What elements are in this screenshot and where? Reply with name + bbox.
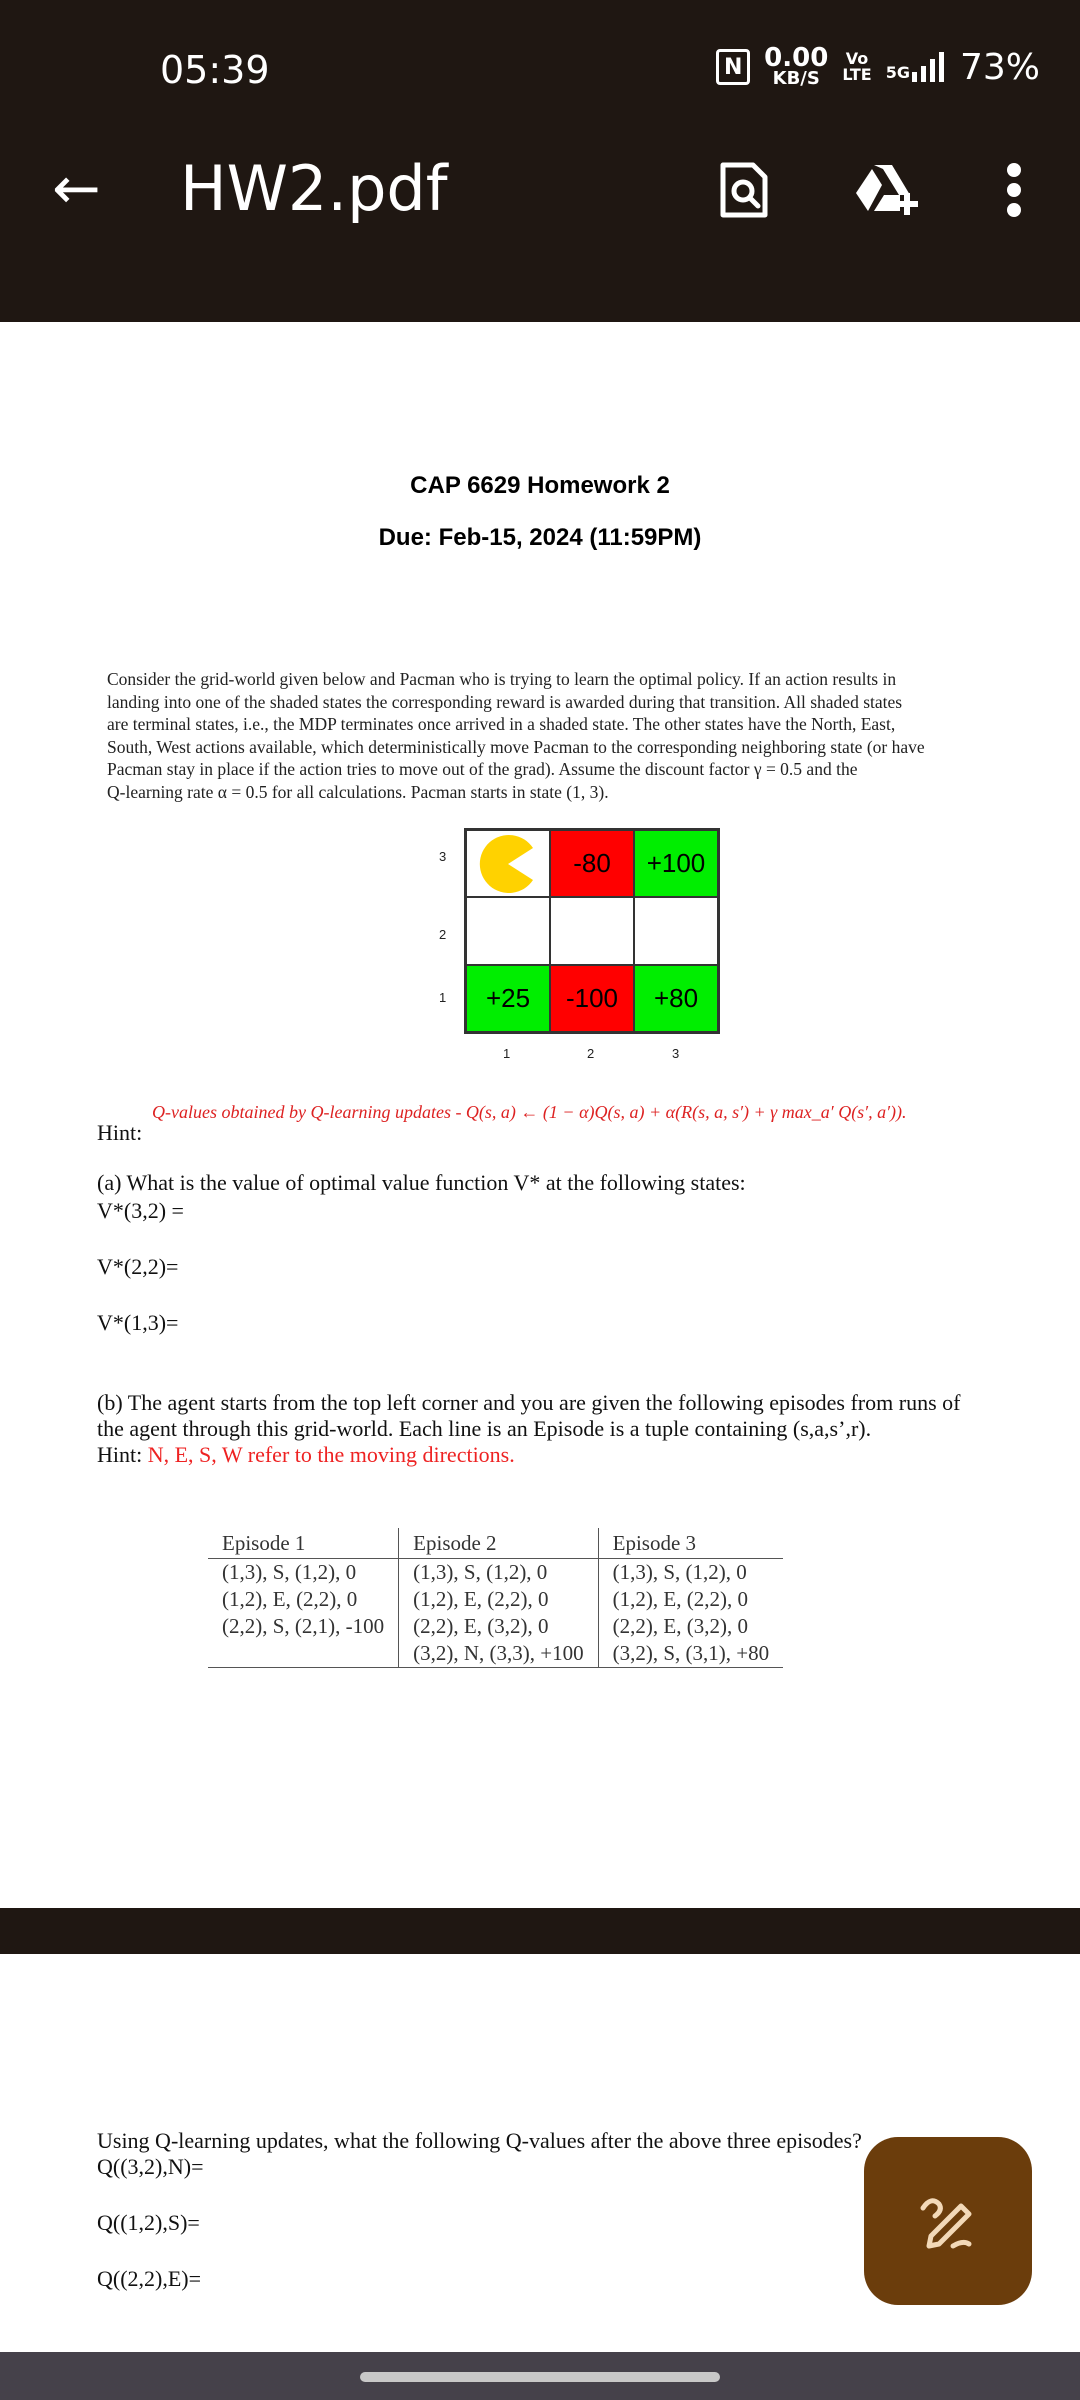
grid-cell-3-1: +80 — [634, 965, 718, 1032]
table-cell: (3,2), S, (3,1), +80 — [598, 1640, 783, 1668]
search-document-icon — [719, 161, 769, 219]
grid-world — [464, 828, 720, 1034]
volte-bottom: LTE — [842, 65, 872, 84]
grid-cell-2-2 — [550, 897, 634, 964]
table-cell: (3,2), N, (3,3), +100 — [399, 1640, 598, 1668]
episode-header: Episode 2 — [399, 1528, 598, 1559]
status-time: 05:39 — [160, 48, 270, 92]
page2-item: Q((2,2),E)= — [97, 2266, 202, 2291]
page2-item: Q((1,2),S)= — [97, 2210, 200, 2235]
table-cell — [208, 1640, 399, 1668]
grid-cell-3-2 — [634, 897, 718, 964]
pacman-icon — [477, 833, 539, 895]
pdf-page-1[interactable] — [0, 322, 1080, 1908]
signal-icon — [886, 52, 946, 82]
grid-cell-2-3: -80 — [550, 830, 634, 897]
grid-cell-2-1: -100 — [550, 965, 634, 1032]
homework-title: CAP 6629 Homework 2 — [410, 472, 670, 499]
volte-icon — [842, 51, 871, 83]
network-type: 5G — [885, 63, 910, 82]
nfc-icon: N — [716, 49, 750, 85]
hint-formula: Q-values obtained by Q-learning updates - Q(s, a) ← (1 − α)Q(s, a) + α(R(s, a, s′) + γ max_a′ Q(s′, a′)). — [152, 1102, 907, 1122]
x-label: 2 — [587, 1046, 595, 1061]
x-label: 1 — [503, 1046, 511, 1061]
table-cell: (2,2), E, (3,2), 0 — [598, 1613, 783, 1640]
app-bar — [0, 0, 1080, 322]
grid-cell-1-2 — [466, 897, 550, 964]
part-b-hint-text: N, E, S, W refer to the moving directions. — [147, 1442, 515, 1467]
table-row — [208, 1586, 783, 1613]
part-b-line: (b) The agent starts from the top left corner and you are given the following episodes from runs of — [97, 1390, 961, 1415]
navigation-bar — [0, 2352, 1080, 2400]
table-row — [208, 1559, 783, 1587]
grid-cell-3-3: +100 — [634, 830, 718, 897]
table-cell: (2,2), S, (2,1), -100 — [222, 1614, 385, 1638]
intro-line: South, West actions available, which deterministically move Pacman to the corresponding neighboring state (or have — [107, 736, 925, 757]
intro-line: are terminal states, i.e., the MDP terminates once arrived in a shaded state. The other states have the North, East, — [107, 714, 896, 735]
part-b-line: the agent through this grid-world. Each line is an Episode is a tuple containing (s,a,s’,r). — [97, 1416, 872, 1441]
part-b-hint — [97, 1442, 515, 1468]
table-cell: (1,2), E, (2,2), 0 — [399, 1586, 598, 1613]
intro-line: landing into one of the shaded states the corresponding reward is awarded during that transition. All shaded states — [107, 691, 903, 712]
table-cell: (2,2), E, (3,2), 0 — [399, 1613, 598, 1640]
episodes-table — [208, 1528, 783, 1668]
episode-header: Episode 1 — [208, 1528, 399, 1559]
speed-value: 0.00 — [764, 43, 829, 73]
signal-bars-icon — [912, 52, 946, 82]
network-speed — [764, 43, 829, 89]
drive-add-button[interactable] — [852, 160, 922, 220]
episode-header: Episode 3 — [598, 1528, 783, 1559]
speed-unit: KB/S — [772, 68, 820, 89]
page2-intro: Using Q-learning updates, what the following Q-values after the above three episodes? — [97, 2128, 862, 2153]
intro-paragraph — [107, 668, 1043, 804]
intro-line: Pacman stay in place if the action tries to move out of the grad). Assume the discount factor γ = 0.5 and the — [107, 759, 858, 780]
part-a-item: V*(3,2) = — [97, 1198, 184, 1223]
document-title: HW2.pdf — [180, 152, 448, 225]
more-vert-icon — [1004, 162, 1024, 218]
table-cell: (1,3), S, (1,2), 0 — [399, 1559, 598, 1587]
status-icons — [716, 43, 1040, 89]
home-gesture-handle[interactable] — [360, 2372, 720, 2382]
edit-pen-icon — [913, 2186, 983, 2256]
part-a-item: V*(1,3)= — [97, 1310, 179, 1335]
table-cell: (1,2), E, (2,2), 0 — [222, 1587, 358, 1611]
search-document-button[interactable] — [714, 160, 774, 220]
table-cell: (1,2), E, (2,2), 0 — [598, 1586, 783, 1613]
battery-level: 73% — [959, 46, 1040, 88]
page2-item: Q((3,2),N)= — [97, 2154, 204, 2179]
table-row — [208, 1640, 783, 1668]
y-label: 2 — [439, 927, 447, 942]
intro-line: Q-learning rate α = 0.5 for all calculations. Pacman starts in state (1, 3). — [107, 781, 609, 802]
grid-cell-1-1: +25 — [466, 965, 550, 1032]
edit-fab-button[interactable] — [864, 2137, 1032, 2305]
volte-top: Vo — [845, 49, 869, 68]
y-label: 1 — [439, 990, 447, 1005]
grid-cell-1-3 — [466, 830, 550, 897]
more-options-button[interactable] — [994, 160, 1034, 220]
part-a-item: V*(2,2)= — [97, 1254, 179, 1279]
due-date: Due: Feb-15, 2024 (11:59PM) — [378, 524, 702, 551]
part-b-hint-label: Hint: — [97, 1442, 148, 1467]
table-row — [208, 1613, 783, 1640]
hint-label: Hint: — [97, 1120, 143, 1145]
page-separator — [0, 1908, 1080, 1954]
part-a-question: (a) What is the value of optimal value function V* at the following states: — [97, 1170, 746, 1195]
drive-add-icon — [852, 163, 922, 217]
table-cell: (1,3), S, (1,2), 0 — [598, 1559, 783, 1587]
intro-line: Consider the grid-world given below and Pacman who is trying to learn the optimal policy. If an action results in — [107, 669, 897, 689]
table-cell: (1,3), S, (1,2), 0 — [222, 1560, 357, 1584]
y-label: 3 — [439, 849, 447, 864]
back-button[interactable]: ← — [52, 154, 101, 222]
x-label: 3 — [672, 1046, 680, 1061]
